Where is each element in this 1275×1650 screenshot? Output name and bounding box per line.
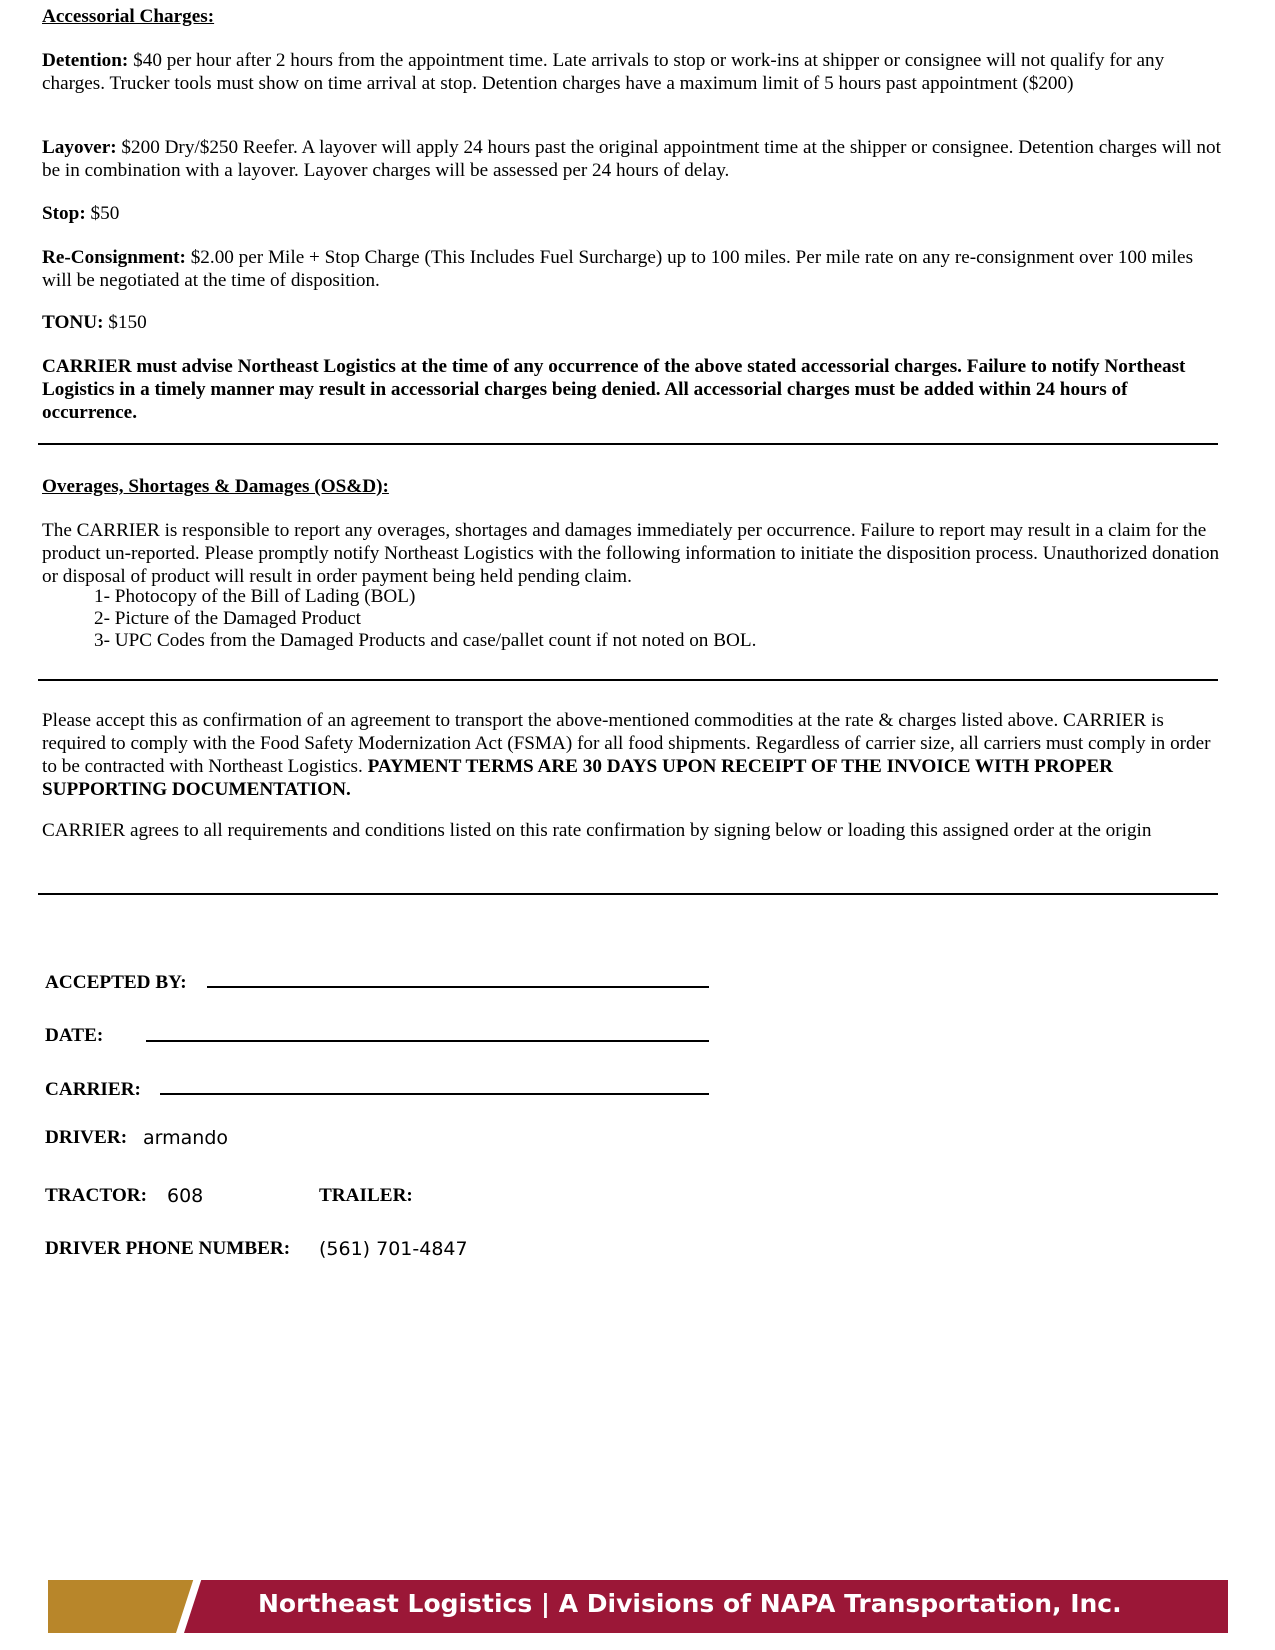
tractor-value[interactable]: 608 (167, 1185, 204, 1207)
carrier-label: CARRIER: (45, 1079, 141, 1100)
carrier-line[interactable] (160, 1093, 709, 1095)
osd-list-item: 3- UPC Codes from the Damaged Products and case/pallet count if not noted on BOL. (94, 630, 757, 651)
tractor-label: TRACTOR: (45, 1185, 147, 1206)
agreement-paragraph (42, 709, 1217, 801)
layover-label: Layover: (42, 137, 117, 158)
layover-paragraph (42, 136, 1222, 182)
detention-paragraph (42, 49, 1222, 95)
trailer-label: TRAILER: (319, 1185, 413, 1206)
reconsignment-label: Re-Consignment: (42, 247, 186, 268)
reconsignment-paragraph (42, 246, 1222, 292)
stop-label: Stop: (42, 203, 86, 224)
agreement-text: Please accept this as confirmation of an agreement to transport the above-mentioned commodities at the rate & charges listed above. CARRIER is required to comply with the Food Safety Modernization Act (FSMA) for all food shipments. Regardless of carrier size, all carriers must comply in order to be contracted with Northeast Logistics. (42, 710, 1211, 777)
footer-gold-block (48, 1580, 198, 1633)
detention-label: Detention: (42, 50, 129, 71)
accepted-by-label: ACCEPTED BY: (45, 972, 187, 993)
tonu-text: $150 (103, 312, 147, 333)
osd-body: The CARRIER is responsible to report any overages, shortages and damages immediately per occurrence. Failure to report may result in a claim for the product un-reported. Please promptly notify Northeast Logistics with the following information to initiate the disposition process. Unauthorized donation or disposal of product will result in order payment being held pending claim. (42, 520, 1220, 587)
section-divider (38, 893, 1218, 895)
osd-heading: Overages, Shortages & Damages (OS&D): (42, 476, 389, 497)
detention-text: $40 per hour after 2 hours from the appointment time. Late arrivals to stop or work-ins at shipper or consignee will not qualify for any charges. Trucker tools must show on time arrival at stop. Detention charges have a maximum limit of 5 hours past appointment ($200) (42, 50, 1165, 94)
footer-banner (48, 1580, 1228, 1633)
accessorial-heading: Accessorial Charges: (42, 6, 215, 27)
driver-label: DRIVER: (45, 1127, 128, 1148)
acceptance-paragraph: CARRIER agrees to all requirements and conditions listed on this rate confirmation by signing below or loading this assigned order at the origin (42, 820, 1152, 841)
date-label: DATE: (45, 1025, 104, 1046)
footer-text: Northeast Logistics | A Divisions of NAPA Transportation, Inc. (258, 1589, 1122, 1618)
section-divider (38, 679, 1218, 681)
driver-phone-label: DRIVER PHONE NUMBER: (45, 1238, 291, 1259)
tonu-paragraph (42, 311, 1222, 334)
section-divider (38, 443, 1218, 445)
accepted-by-signature-line[interactable] (207, 986, 709, 988)
accessorial-notice: CARRIER must advise Northeast Logistics at the time of any occurrence of the above stated accessorial charges. Failure to notify Northeast Logistics in a timely manner may result in accessorial charges being denied. All accessorial charges must be added within 24 hours of occurrence. (42, 356, 1186, 423)
layover-text: $200 Dry/$250 Reefer. A layover will apply 24 hours past the original appointment time at the shipper or consignee. Detention charges will not be in combination with a layover. Layover charges will be assessed per 24 hours of delay. (42, 137, 1221, 181)
driver-value[interactable]: armando (143, 1127, 228, 1149)
osd-list-item: 2- Picture of the Damaged Product (94, 608, 361, 629)
osd-list-item: 1- Photocopy of the Bill of Lading (BOL) (94, 586, 416, 607)
payment-terms: PAYMENT TERMS ARE 30 DAYS UPON RECEIPT OF THE INVOICE WITH PROPER SUPPORTING DOCUMENTATION. (42, 756, 1113, 800)
stop-text: $50 (85, 203, 120, 224)
stop-paragraph (42, 202, 1222, 225)
reconsignment-text: $2.00 per Mile + Stop Charge (This Includes Fuel Surcharge) up to 100 miles. Per mile rate on any re-consignment over 100 miles will be negotiated at the time of disposition. (42, 247, 1194, 291)
driver-phone-value[interactable]: (561) 701-4847 (319, 1238, 468, 1260)
date-line[interactable] (146, 1040, 709, 1042)
tonu-label: TONU: (42, 312, 104, 333)
